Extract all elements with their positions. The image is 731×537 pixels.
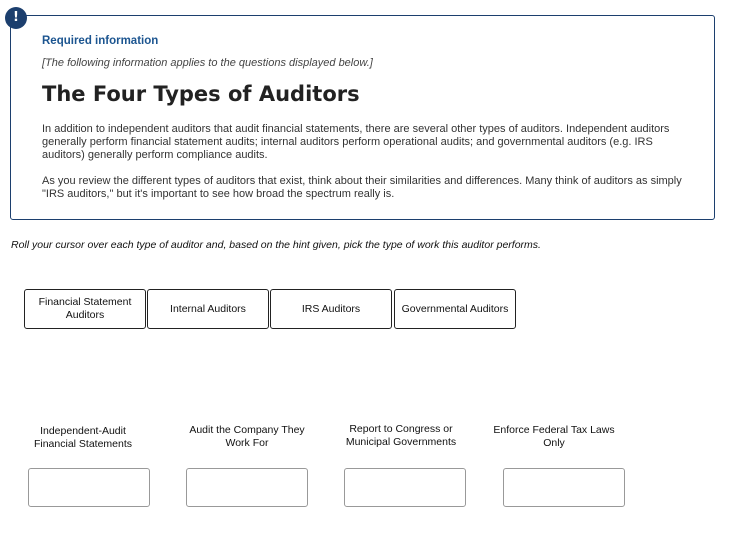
drag-item-governmental-auditors[interactable]: Governmental Auditors	[394, 289, 516, 329]
target-label-text: Report to Congress or Municipal Governments	[345, 423, 457, 448]
intro-paragraph-2: As you review the different types of auditors that exist, think about their similarities and differences. Many think of auditors as simply "IRS auditors," but it's important to see how broad the spectrum really is.	[42, 175, 682, 200]
required-info-subheading: [The following information applies to the questions displayed below.]	[42, 57, 373, 69]
drop-target-audit-company[interactable]	[186, 468, 308, 507]
drop-target-report-congress[interactable]	[344, 468, 466, 507]
alert-icon: !	[5, 7, 27, 29]
drop-target-independent-audit[interactable]	[28, 468, 150, 507]
instructions-text: Roll your cursor over each type of auditor and, based on the hint given, pick the type of work this auditor performs.	[11, 239, 541, 251]
target-label-text: Audit the Company They Work For	[189, 424, 305, 449]
drag-item-internal-auditors[interactable]: Internal Auditors	[147, 289, 269, 329]
intro-paragraph-1: In addition to independent auditors that audit financial statements, there are several other types of auditors. Independent auditors generally perform financial statement audits; internal auditors perform operational audits; and governmental auditors (e.g. IRS auditors) generally perform compliance audits.	[42, 123, 670, 161]
target-label-text: Independent-Audit Financial Statements	[33, 425, 133, 450]
target-label-independent-audit	[22, 425, 144, 451]
target-label-enforce-tax	[493, 424, 615, 450]
target-label-report-congress	[340, 423, 462, 449]
drag-item-financial-statement-auditors[interactable]: Financial Statement Auditors	[24, 289, 146, 329]
required-info-heading: Required information	[42, 35, 159, 47]
page-title: The Four Types of Auditors	[42, 82, 360, 106]
target-label-audit-company	[186, 424, 308, 450]
required-info-panel	[10, 15, 715, 220]
target-label-text: Enforce Federal Tax Laws Only	[493, 424, 615, 449]
drop-target-enforce-tax[interactable]	[503, 468, 625, 507]
drag-item-irs-auditors[interactable]: IRS Auditors	[270, 289, 392, 329]
